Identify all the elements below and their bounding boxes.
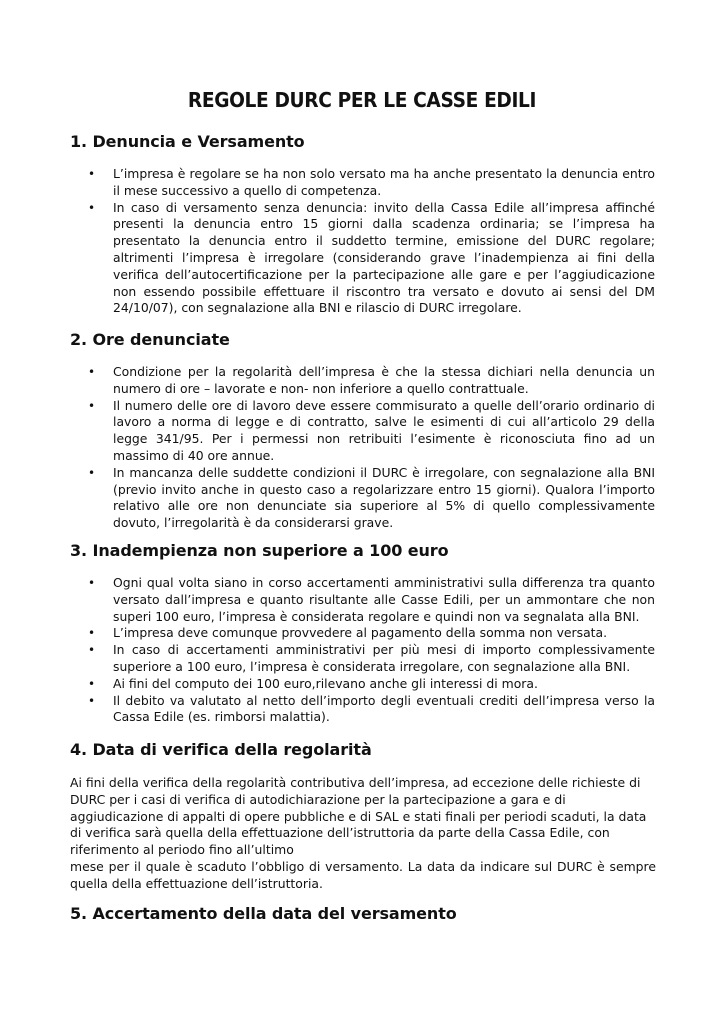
section-heading-1: 1. Denuncia e Versamento bbox=[70, 132, 305, 151]
list-item bbox=[88, 166, 655, 200]
paragraph-text-part1: Ai fini della verifica della regolarità contributiva dell’impresa, ad eccezione delle richieste di DURC per i casi di verifica di autodichiarazione per la partecipazione a gara e di aggiudicazione di appalti di opere pubbliche e di SAL e stati finali per periodi scaduti, la data di verifica sarà quella della effettuazione dell’istruttoria da parte della Cassa Edile, con riferimento al periodo fino all’ultimo bbox=[70, 775, 647, 858]
bullet-icon: • bbox=[88, 676, 96, 691]
section-4-paragraph bbox=[70, 775, 656, 893]
list-item bbox=[88, 200, 655, 318]
bullet-icon: • bbox=[88, 626, 96, 641]
bullet-icon: • bbox=[88, 643, 96, 658]
bullet-icon: • bbox=[88, 167, 96, 181]
list-item bbox=[88, 465, 655, 532]
bullet-text: L’impresa deve comunque provvedere al pagamento della somma non versata. bbox=[113, 625, 608, 641]
bullet-icon: • bbox=[88, 693, 96, 708]
list-item bbox=[88, 398, 655, 465]
bullet-text: Ogni qual volta siano in corso accertamenti amministrativi sulla differenza tra quanto versato dall’impresa e quanto risultante alle Casse Edili, per un ammontare che non superi 100 euro, l’impresa è considerata regolare e quindi non va segnalata alla BNI. bbox=[113, 575, 655, 624]
section-1-list bbox=[88, 166, 655, 317]
section-heading-3: 3. Inadempienza non superiore a 100 euro bbox=[70, 541, 449, 560]
bullet-text: Il numero delle ore di lavoro deve essere commisurato a quelle dell’orario ordinario di lavoro a norma di legge e di contratto, salve le esimenti di cui all’articolo 29 della legge 341/95. Per i permessi non retribuiti l’esimente è riconosciuta fino ad un massimo di 40 ore annue. bbox=[113, 397, 655, 463]
section-heading-5: 5. Accertamento della data del versamento bbox=[70, 904, 457, 923]
section-2-list bbox=[88, 364, 655, 532]
bullet-text: In caso di versamento senza denuncia: invito della Cassa Edile all’impresa affinché presenti la denuncia entro 15 giorni dalla scadenza ordinaria; se l’impresa ha presentato la denuncia entro il suddetto termine, emissione del DURC regolare; altrimenti l’impresa è irregolare (considerando grave l’inadempienza ai fini della verifica dell’autocertificazione per la partecipazione alle gare e per l’aggiudicazione non essendo possibile effettuare il riscontro tra versato e dovuto ai sensi del DM 24/10/07), con segnalazione alla BNI e rilascio di DURC irregolare. bbox=[113, 199, 655, 316]
bullet-icon: • bbox=[88, 365, 96, 379]
list-item bbox=[88, 575, 655, 625]
bullet-text: L’impresa è regolare se ha non solo versato ma ha anche presentato la denuncia entro il mese successivo a quello di competenza. bbox=[113, 166, 655, 198]
bullet-text: Il debito va valutato al netto dell’importo degli eventuali crediti dell’impresa verso la Cassa Edile (es. rimborsi malattia). bbox=[113, 692, 655, 725]
paragraph-text-part2: mese per il quale è scaduto l’obbligo di versamento. La data da indicare sul DURC è sempre quella della effettuazione dell’istruttoria. bbox=[70, 858, 656, 891]
bullet-icon: • bbox=[88, 398, 96, 413]
section-heading-4: 4. Data di verifica della regolarità bbox=[70, 740, 372, 759]
section-3-list bbox=[88, 575, 655, 726]
list-item bbox=[88, 693, 655, 727]
bullet-icon: • bbox=[88, 465, 96, 480]
bullet-text: In caso di accertamenti amministrativi per più mesi di importo complessivamente superiore a 100 euro, l’impresa è considerata irregolare, con segnalazione alla BNI. bbox=[113, 642, 655, 674]
bullet-text: In mancanza delle suddette condizioni il DURC è irregolare, con segnalazione alla BNI (previo invito anche in questo caso a regolarizzare entro 15 giorni). Qualora l’importo relativo alle ore non denunciate sia superiore al 5% di quello complessivamente dovuto, l’irregolarità è da considerarsi grave. bbox=[113, 464, 655, 531]
bullet-text: Condizione per la regolarità dell’impresa è che la stessa dichiari nella denuncia un numero di ore – lavorate e non- non inferiore a quello contrattuale. bbox=[113, 364, 655, 396]
bullet-icon: • bbox=[88, 576, 96, 590]
bullet-text: Ai fini del computo dei 100 euro,rilevano anche gli interessi di mora. bbox=[113, 675, 538, 691]
list-item bbox=[88, 642, 655, 676]
document-title: REGOLE DURC PER LE CASSE EDILI bbox=[187, 88, 537, 112]
bullet-icon: • bbox=[88, 200, 96, 215]
list-item bbox=[88, 364, 655, 398]
section-heading-2: 2. Ore denunciate bbox=[70, 330, 230, 349]
list-item bbox=[88, 676, 655, 693]
list-item bbox=[88, 625, 655, 642]
